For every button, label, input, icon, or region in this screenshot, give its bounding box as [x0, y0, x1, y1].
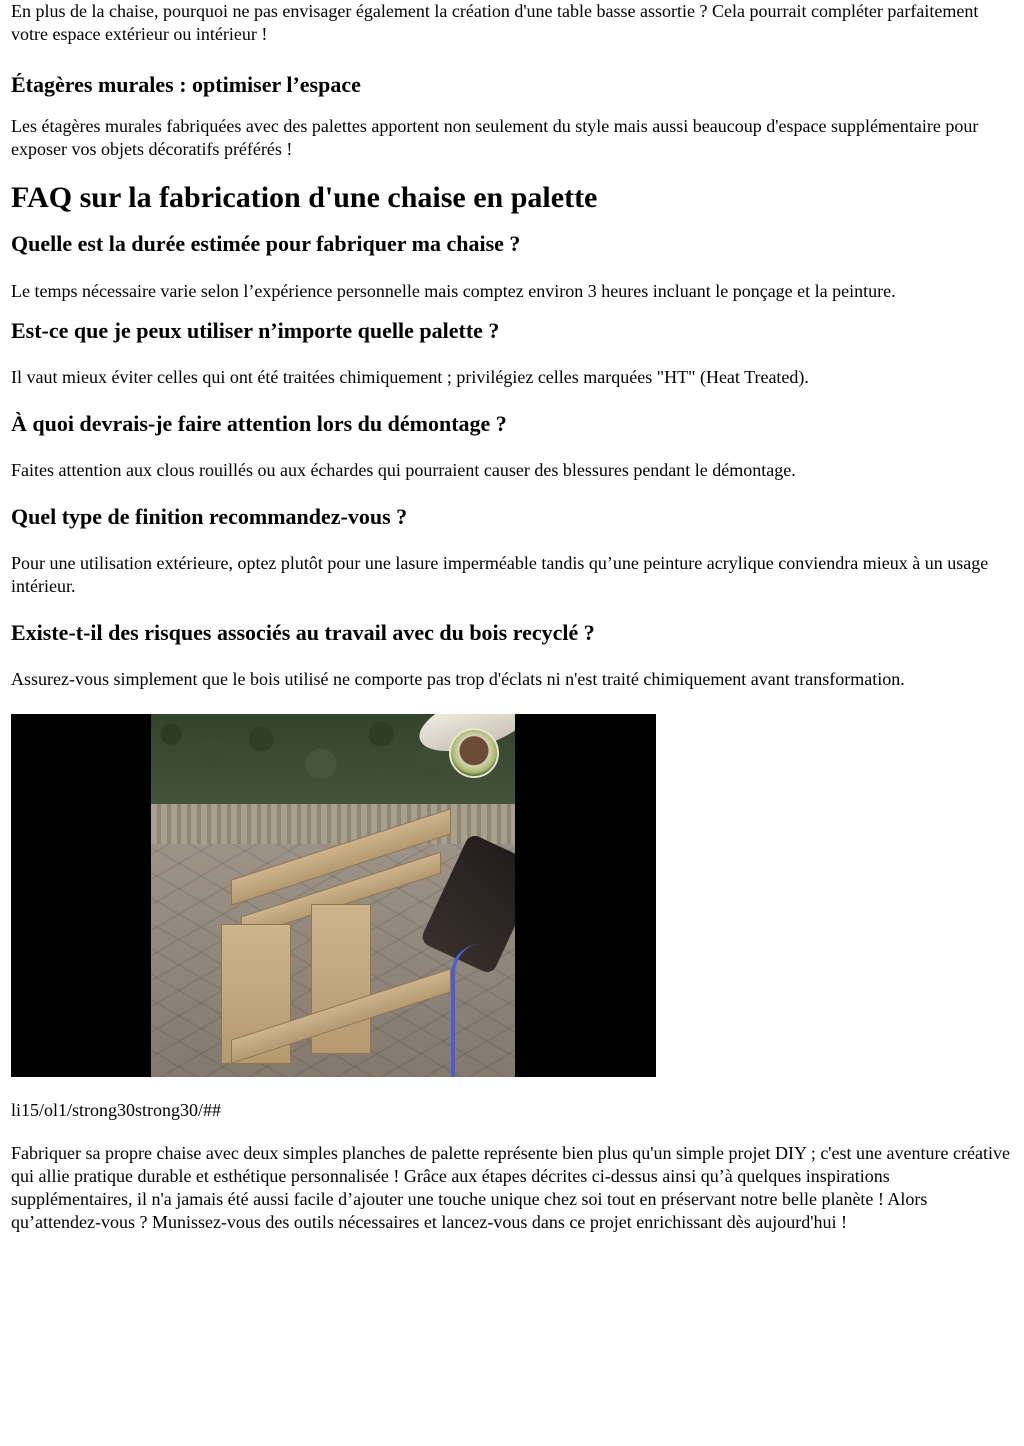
channel-avatar-icon [449, 728, 499, 778]
faq-heading: FAQ sur la fabrication d'une chaise en palette [11, 181, 598, 214]
faq-answer-1: Le temps nécessaire varie selon l’expérience personnelle mais comptez environ 3 heures incluant le ponçage et la peinture. [11, 281, 896, 301]
faq-question-3: À quoi devrais-je faire attention lors du démontage ? [11, 411, 507, 436]
etageres-heading: Étagères murales : optimiser l’espace [11, 72, 361, 97]
air-hose [451, 944, 495, 1077]
faq-answer-2: Il vaut mieux éviter celles qui ont été traitées chimiquement ; privilégiez celles marquées "HT" (Heat Treated). [11, 367, 809, 387]
faq-question-2: Est-ce que je peux utiliser n’importe quelle palette ? [11, 318, 500, 343]
faq-question-4: Quel type de finition recommandez-vous ? [11, 504, 408, 529]
article-content [11, 0, 1013, 1234]
video-caption: li15/ol1/strong30strong30/## [11, 1100, 222, 1120]
faq-answer-4: Pour une utilisation extérieure, optez plutôt pour une lasure imperméable tandis qu’une peinture acrylique conviendra mieux à un usage intérieur. [11, 553, 989, 596]
video-player[interactable] [11, 714, 656, 1077]
conclusion-paragraph: Fabriquer sa propre chaise avec deux simples planches de palette représente bien plus qu'un simple projet DIY ; c'est une aventure créative qui allie pratique durable et esthétique personnalisée ! Grâce aux étapes décrites ci-dessus ainsi qu’à quelques inspirations supplémentaires, il n'a jamais été aussi facile d’ajouter une touche unique chez soi tout en préservant notre belle planète ! Alors qu’attendez-vous ? Munissez-vous des outils nécessaires et lancez-vous dans ce projet enrichissant dès aujourd'hui ! [11, 1143, 1010, 1232]
faq-question-5: Existe-t-il des risques associés au travail avec du bois recyclé ? [11, 620, 595, 645]
faq-answer-5: Assurez-vous simplement que le bois utilisé ne comporte pas trop d'éclats ni n'est traité chimiquement avant transformation. [11, 669, 905, 689]
intro-paragraph: En plus de la chaise, pourquoi ne pas envisager également la création d'une table basse assortie ? Cela pourrait compléter parfaitement votre espace extérieur ou intérieur ! [11, 1, 979, 44]
etageres-paragraph: Les étagères murales fabriquées avec des palettes apportent non seulement du style mais aussi beaucoup d'espace supplémentaire pour exposer vos objets décoratifs préférés ! [11, 116, 979, 159]
video-frame-image [151, 714, 515, 1077]
faq-answer-3: Faites attention aux clous rouillés ou aux échardes qui pourraient causer des blessures pendant le démontage. [11, 460, 796, 480]
faq-question-1: Quelle est la durée estimée pour fabriquer ma chaise ? [11, 231, 521, 256]
